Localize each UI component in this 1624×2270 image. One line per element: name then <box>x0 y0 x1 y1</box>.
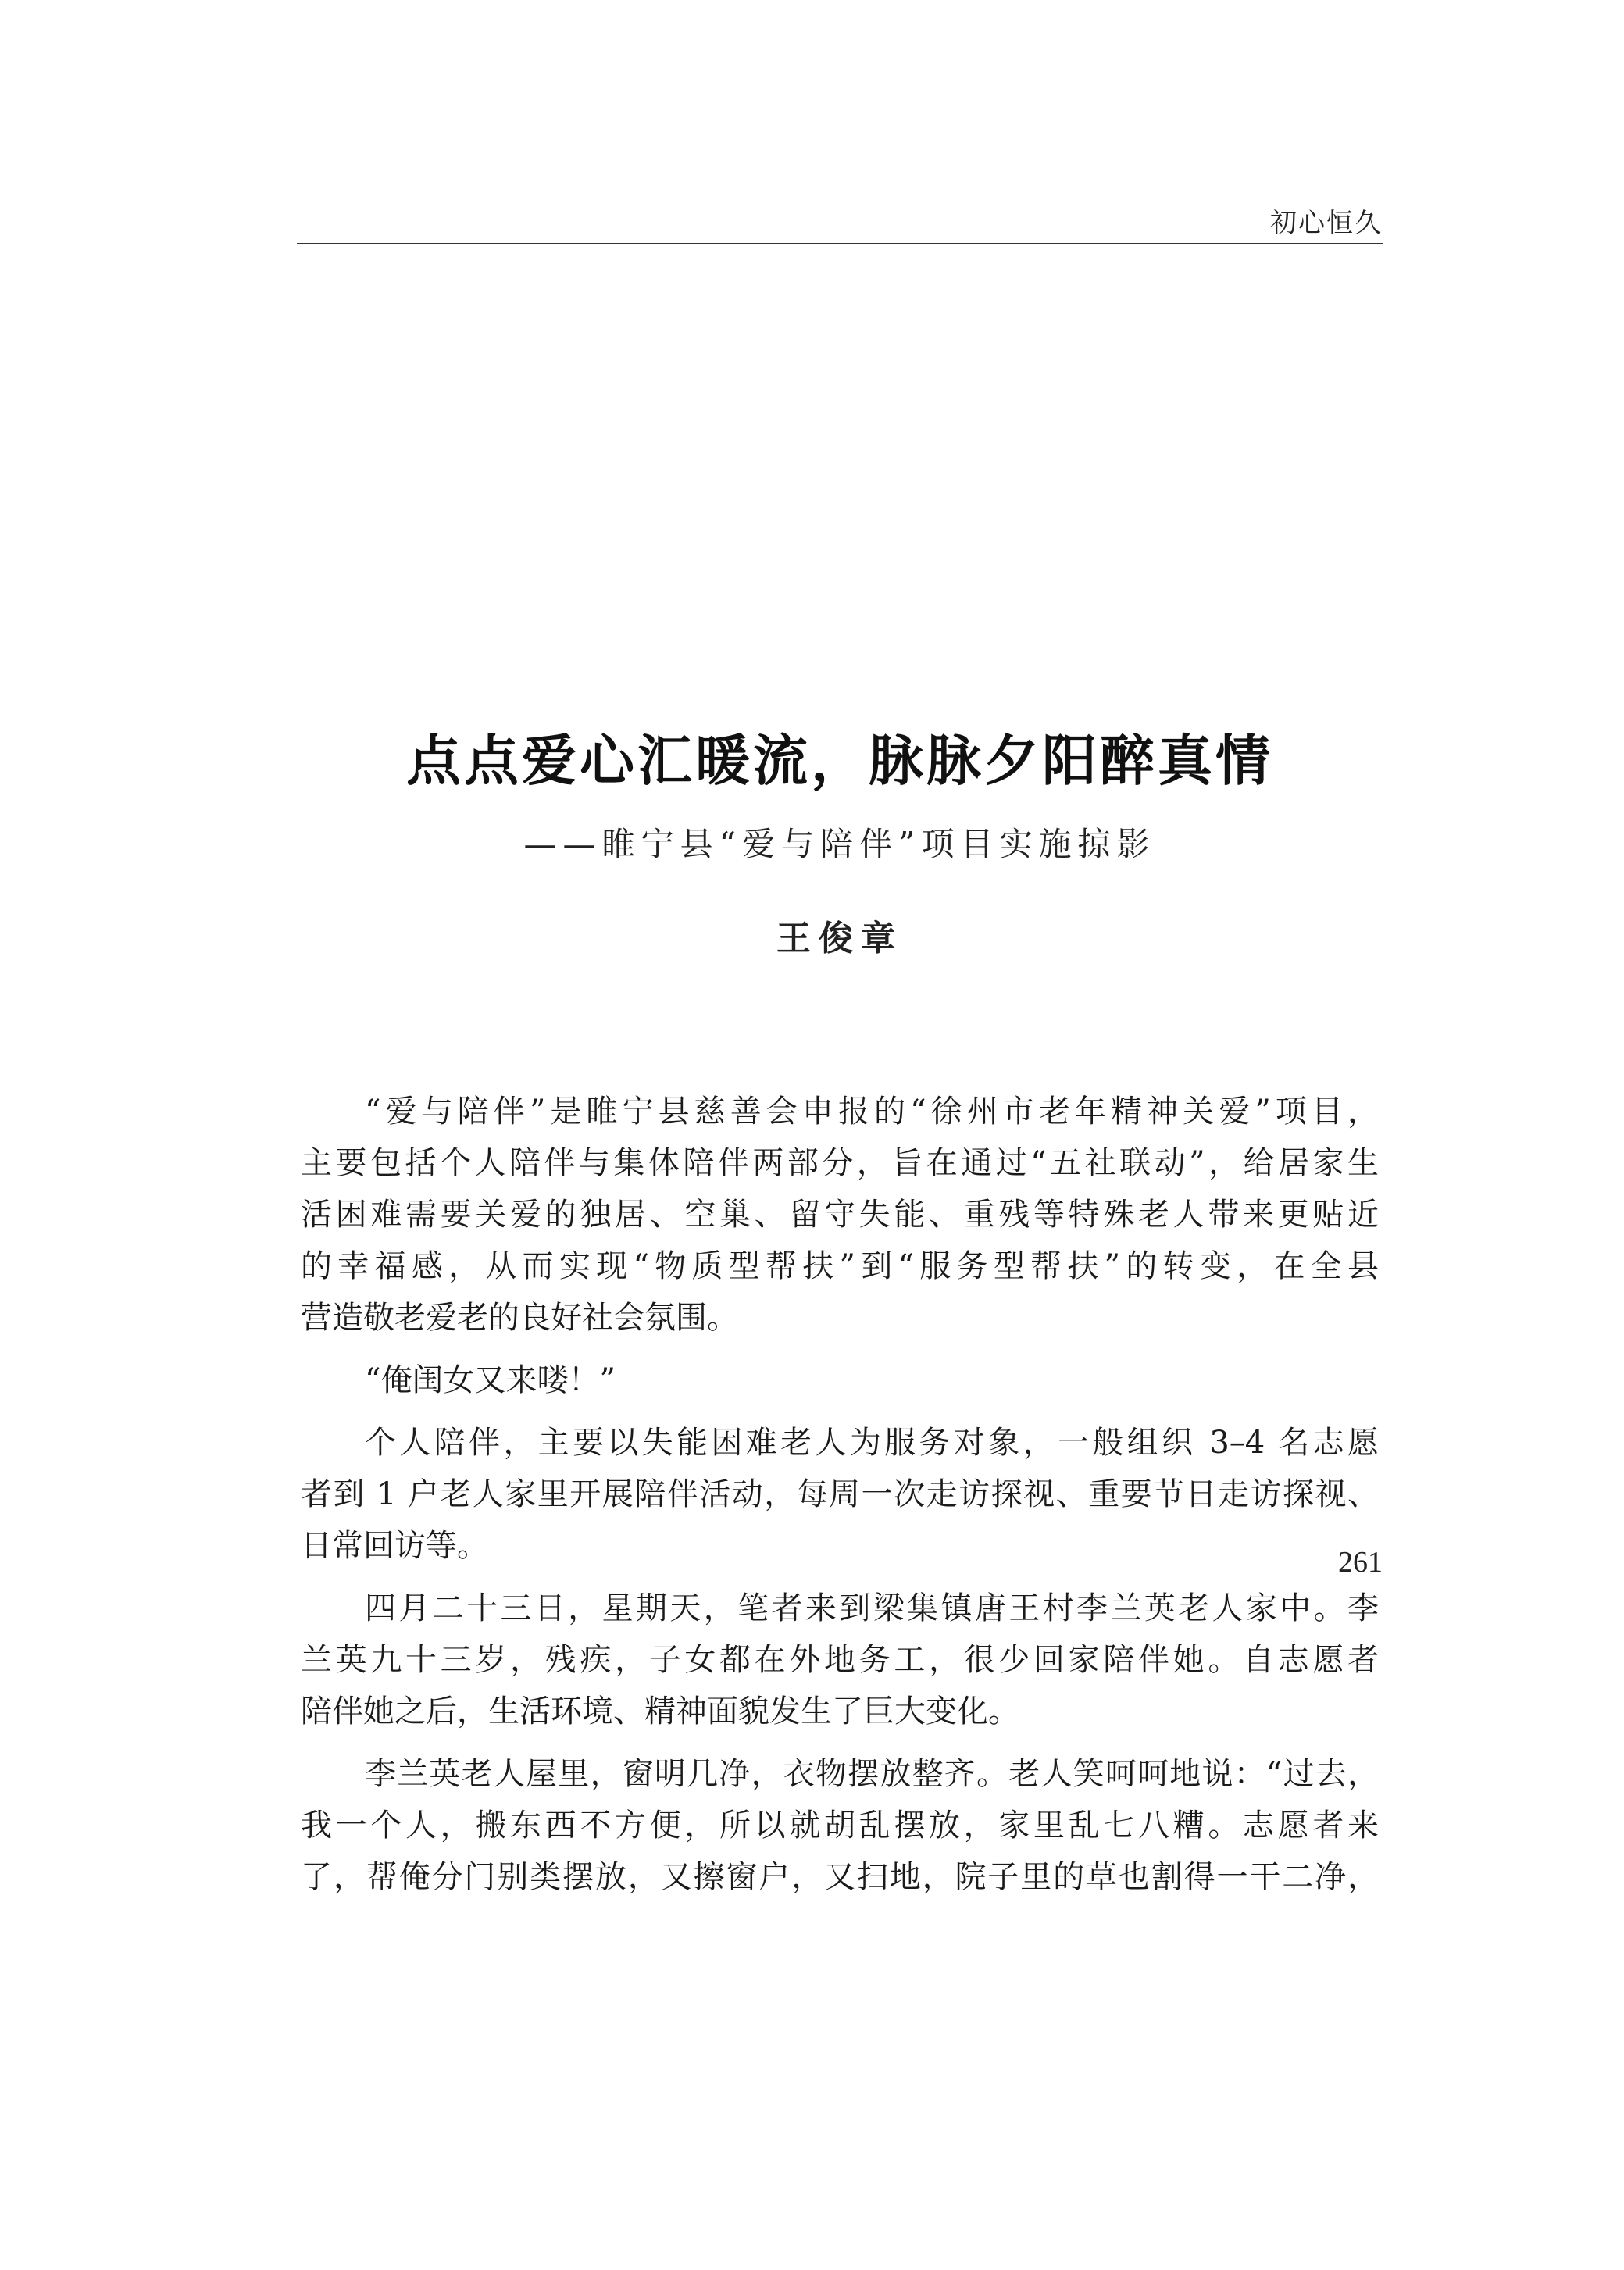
body-line: 陪伴她之后，生活环境、精神面貌发生了巨大变化。 <box>301 1694 1019 1729</box>
article-subtitle: ——睢宁县“爱与陪伴”项目实施掠影 <box>523 825 1156 863</box>
body-line: 我一个人，搬东西不方便，所以就胡乱摆放，家里乱七八糟。志愿者来 <box>301 1808 1379 1843</box>
body-line: 李兰英老人屋里，窗明几净，衣物摆放整齐。老人笑呵呵地说：“过去， <box>365 1756 1379 1792</box>
article-body <box>301 1086 1379 1903</box>
running-head: 初心恒久 <box>1270 208 1383 239</box>
body-line: “俺闺女又来喽！” <box>365 1362 616 1398</box>
body-line: 日常回访等。 <box>301 1528 488 1564</box>
article-title: 点点爱心汇暖流，脉脉夕阳醉真情 <box>406 728 1273 793</box>
body-line: 个人陪伴，主要以失能困难老人为服务对象，一般组织 3–4 名志愿 <box>365 1425 1379 1461</box>
body-line: 四月二十三日，星期天，笔者来到梁集镇唐王村李兰英老人家中。李 <box>365 1590 1379 1626</box>
body-line: 者到 1 户老人家里开展陪伴活动，每周一次走访探视、重要节日走访探视、 <box>301 1476 1379 1512</box>
header-rule <box>297 243 1383 244</box>
body-line: 主要包括个人陪伴与集体陪伴两部分，旨在通过“五社联动”，给居家生 <box>301 1145 1379 1181</box>
article-author: 王俊章 <box>776 919 903 958</box>
body-line: 营造敬老爱老的良好社会氛围。 <box>301 1300 738 1336</box>
body-line: 活困难需要关爱的独居、空巢、留守失能、重残等特殊老人带来更贴近 <box>301 1197 1379 1233</box>
body-line: 了，帮俺分门别类摆放，又擦窗户，又扫地，院子里的草也割得一干二净， <box>301 1859 1379 1895</box>
body-line: 的幸福感，从而实现“物质型帮扶”到“服务型帮扶”的转变，在全县 <box>301 1248 1379 1284</box>
body-line: 兰英九十三岁，残疾，子女都在外地务工，很少回家陪伴她。自志愿者 <box>301 1642 1379 1678</box>
page-number: 261 <box>1338 1546 1383 1579</box>
body-line: “爱与陪伴”是睢宁县慈善会申报的“徐州市老年精神关爱”项目， <box>365 1094 1379 1130</box>
